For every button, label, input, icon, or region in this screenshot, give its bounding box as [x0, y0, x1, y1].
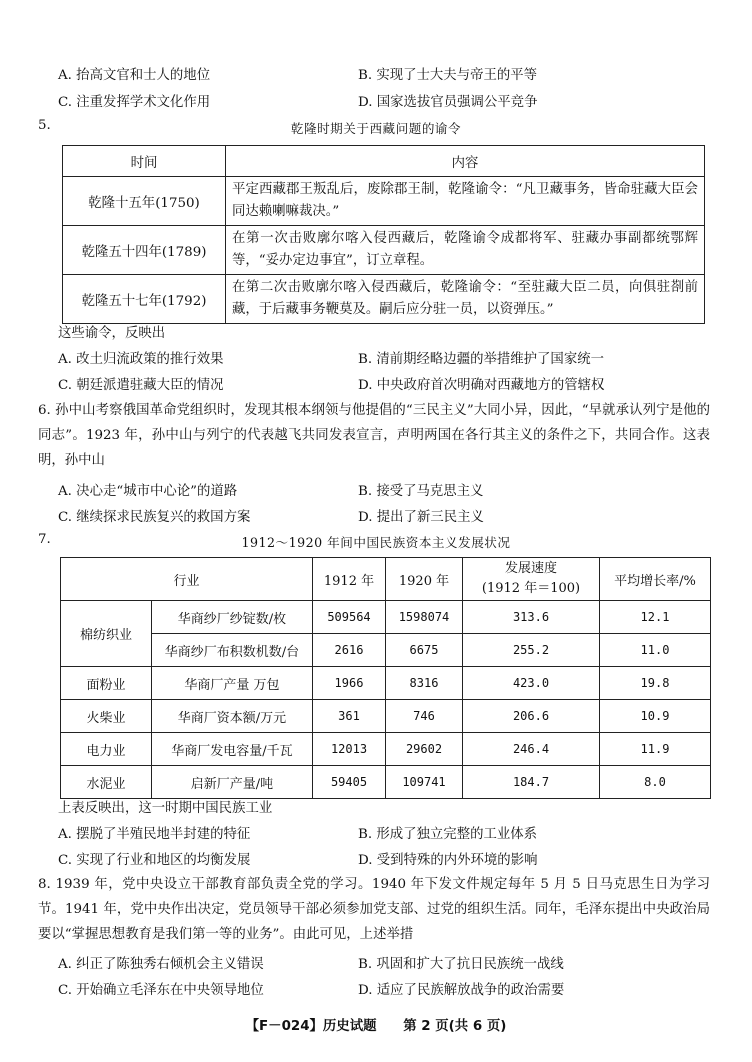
header-speed-sub: (1912 年＝100) [481, 581, 581, 596]
header-speed [463, 558, 600, 601]
q8-options-row-1 [58, 953, 718, 975]
q6-option-d[interactable]: D. 提出了新三民主义 [358, 510, 484, 525]
cell-speed: 184.7 [463, 766, 600, 799]
q5-option-b[interactable]: B. 清前期经略边疆的举措维护了国家统一 [358, 352, 604, 367]
q6-stem: 6. 孙中山考察俄国革命党组织时，发现其根本纲领与他提倡的“三民主义”大同小异，因此，“早就承认列宁是他的同志”。1923 年，孙中山与列宁的代表越飞共同发表宣言，声明两国在各行其主义的条件之下，共同合作。这表明，孙中山 [38, 403, 710, 468]
cell-1920: 1598074 [386, 601, 463, 634]
row-content: 在第二次击败廓尔喀入侵西藏后，乾隆谕令：“至驻藏大臣二员，向俱驻剳前藏，于后藏事务鞭莫及。嗣后应分驻一员，以资弹压。” [226, 275, 705, 324]
q5-number: 5. [38, 118, 51, 133]
q7-stem: 上表反映出，这一时期中国民族工业 [58, 801, 273, 816]
cell-item: 华商纱厂布积数机数/台 [152, 634, 313, 667]
header-industry: 行业 [61, 558, 313, 601]
page-footer: 【F－024】历史试题 第 2 页(共 6 页) [245, 1019, 507, 1034]
q8-option-c[interactable]: C. 开始确立毛泽东在中央领导地位 [58, 983, 264, 998]
row-time: 乾隆五十四年(1789) [63, 226, 226, 275]
row-content: 平定西藏郡王叛乱后，废除郡王制，乾隆谕令：“凡卫藏事务，皆命驻藏大臣会同达赖喇嘛裁决。” [226, 177, 705, 226]
cell-industry: 水泥业 [61, 766, 152, 799]
cell-1920: 746 [386, 700, 463, 733]
q7-option-c[interactable]: C. 实现了行业和地区的均衡发展 [58, 853, 251, 868]
cell-1920: 109741 [386, 766, 463, 799]
row-time: 乾隆五十七年(1792) [63, 275, 226, 324]
q4-option-b[interactable]: B. 实现了士大夫与帝王的平等 [358, 68, 538, 83]
cell-item: 华商厂产量 万包 [152, 667, 313, 700]
q5-table-caption: 乾隆时期关于西藏问题的谕令 [290, 121, 462, 136]
q6-option-b[interactable]: B. 接受了马克思主义 [358, 484, 484, 499]
q5-options-row-1 [58, 348, 718, 370]
cell-1920: 8316 [386, 667, 463, 700]
q5-edict-table [62, 145, 705, 324]
cell-industry: 面粉业 [61, 667, 152, 700]
q4-options-row-1 [58, 64, 718, 86]
cell-1912: 12013 [313, 733, 386, 766]
cell-item: 华商厂发电容量/千瓦 [152, 733, 313, 766]
q4-option-c[interactable]: C. 注重发挥学术文化作用 [58, 95, 211, 110]
cell-1920: 29602 [386, 733, 463, 766]
cell-1912: 361 [313, 700, 386, 733]
q5-option-d[interactable]: D. 中央政府首次明确对西藏地方的管辖权 [358, 378, 605, 393]
table-header-row [63, 146, 705, 177]
cell-1912: 509564 [313, 601, 386, 634]
cell-speed: 313.6 [463, 601, 600, 634]
cell-rate: 19.8 [600, 667, 711, 700]
table-row [61, 634, 711, 667]
table-row [61, 733, 711, 766]
cell-rate: 11.0 [600, 634, 711, 667]
cell-rate: 8.0 [600, 766, 711, 799]
q6-option-c[interactable]: C. 继续探求民族复兴的救国方案 [58, 510, 251, 525]
q7-option-d[interactable]: D. 受到特殊的内外环境的影响 [358, 853, 538, 868]
q5-stem: 这些谕令，反映出 [58, 326, 166, 341]
header-rate: 平均增长率/% [600, 558, 711, 601]
q6-option-a[interactable]: A. 决心走“城市中心论”的道路 [58, 484, 238, 499]
q4-options-row-2 [58, 91, 718, 113]
cell-speed: 255.2 [463, 634, 600, 667]
row-time: 乾隆十五年(1750) [63, 177, 226, 226]
q7-number: 7. [38, 532, 51, 547]
q7-industry-table [60, 557, 711, 799]
header-1912: 1912 年 [313, 558, 386, 601]
cell-item: 华商纱厂纱锭数/枚 [152, 601, 313, 634]
header-speed-label: 发展速度 [504, 561, 557, 576]
q4-option-a[interactable]: A. 抬高文官和士人的地位 [58, 68, 211, 83]
header-time: 时间 [63, 146, 226, 177]
q5-options-row-2 [58, 374, 718, 396]
q5-option-a[interactable]: A. 改土归流政策的推行效果 [58, 352, 224, 367]
cell-rate: 10.9 [600, 700, 711, 733]
cell-rate: 11.9 [600, 733, 711, 766]
table-row [61, 700, 711, 733]
cell-item: 华商厂资本额/万元 [152, 700, 313, 733]
cell-industry: 火柴业 [61, 700, 152, 733]
q4-option-d[interactable]: D. 国家选拔官员强调公平竞争 [358, 95, 538, 110]
cell-1912: 1966 [313, 667, 386, 700]
header-1920: 1920 年 [386, 558, 463, 601]
table-row [63, 275, 705, 324]
q7-options-row-2 [58, 849, 718, 871]
q8-option-d[interactable]: D. 适应了民族解放战争的政治需要 [358, 983, 565, 998]
q6-options-row-2 [58, 506, 718, 528]
q5-option-c[interactable]: C. 朝廷派遣驻藏大臣的情况 [58, 378, 224, 393]
q8-option-a[interactable]: A. 纠正了陈独秀右倾机会主义错误 [58, 957, 264, 972]
q6-options-row-1 [58, 480, 718, 502]
q8-options-row-2 [58, 979, 718, 1001]
cell-1912: 59405 [313, 766, 386, 799]
table-row [61, 601, 711, 634]
cell-1920: 6675 [386, 634, 463, 667]
q7-table-caption: 1912～1920 年间中国民族资本主义发展状况 [241, 535, 511, 550]
cell-industry: 电力业 [61, 733, 152, 766]
table-header-row [61, 558, 711, 601]
table-row [61, 667, 711, 700]
q8-stem: 8. 1939 年，党中央设立干部教育部负责全党的学习。1940 年下发文件规定每年 5 月 5 日马克思生日为学习节。1941 年，党中央作出决定，党员领导干部必须参加党支部、过党的组织生活。同年，毛泽东提出中央政治局要以“掌握思想教育是我们第一等的业务”。由此可见，上述举措 [38, 877, 710, 942]
table-row [63, 226, 705, 275]
row-content: 在第一次击败廓尔喀入侵西藏后，乾隆谕令成都将军、驻藏办事副都统鄂辉等，“妥办定边事宜”，订立章程。 [226, 226, 705, 275]
q7-options-row-1 [58, 823, 718, 845]
cell-rate: 12.1 [600, 601, 711, 634]
q8-option-b[interactable]: B. 巩固和扩大了抗日民族统一战线 [358, 957, 564, 972]
cell-speed: 206.6 [463, 700, 600, 733]
table-row [61, 766, 711, 799]
q7-option-b[interactable]: B. 形成了独立完整的工业体系 [358, 827, 538, 842]
cell-industry: 棉纺织业 [61, 601, 152, 667]
cell-speed: 423.0 [463, 667, 600, 700]
cell-item: 启新厂产量/吨 [152, 766, 313, 799]
q7-option-a[interactable]: A. 摆脱了半殖民地半封建的特征 [58, 827, 251, 842]
header-content: 内容 [226, 146, 705, 177]
cell-speed: 246.4 [463, 733, 600, 766]
cell-1912: 2616 [313, 634, 386, 667]
table-row [63, 177, 705, 226]
